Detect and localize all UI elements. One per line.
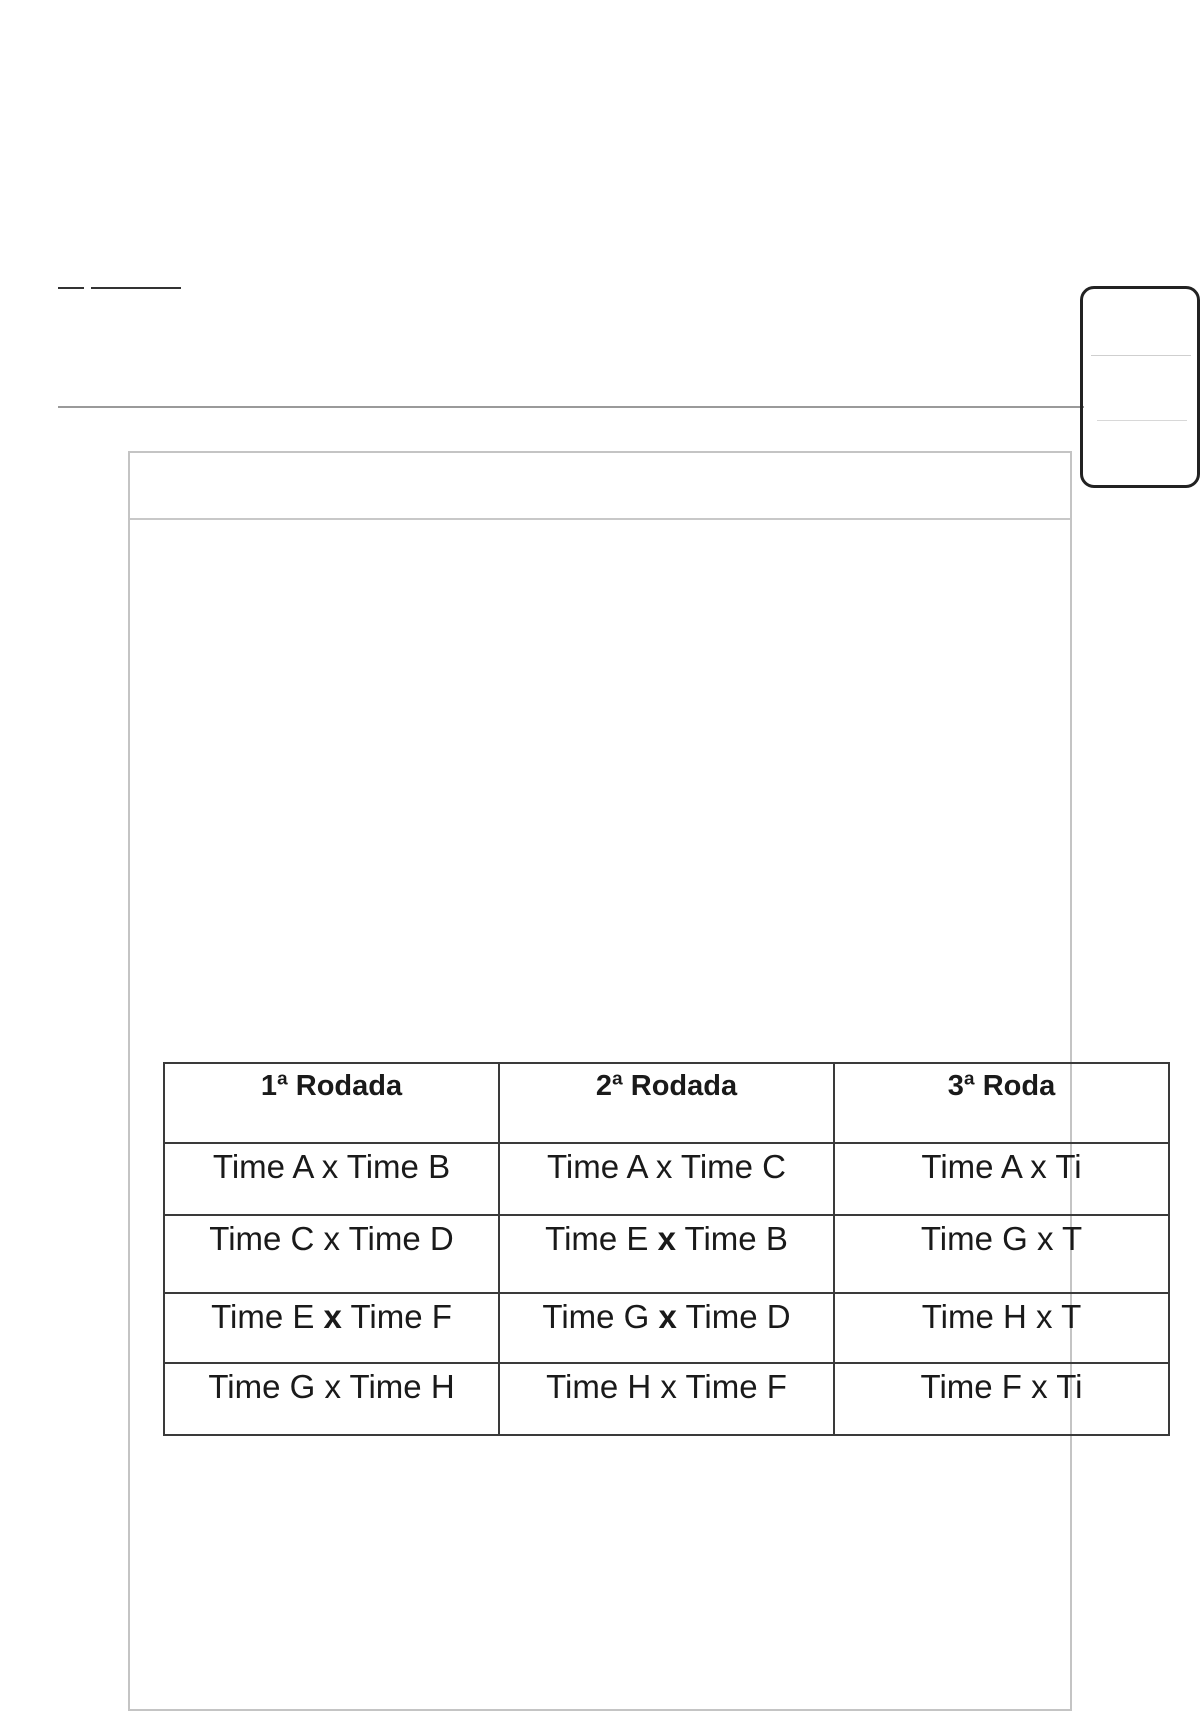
home-team: Time A xyxy=(546,1148,647,1185)
card-header xyxy=(130,453,1070,520)
away-team: Time D xyxy=(685,1298,791,1335)
match-cell xyxy=(164,1143,499,1215)
versus-mark: x xyxy=(1030,1148,1047,1185)
side-panel-divider xyxy=(1097,420,1187,421)
home-team: Time G xyxy=(208,1368,316,1405)
versus-mark: x xyxy=(657,1220,676,1257)
home-team: Time G xyxy=(542,1298,650,1335)
match-cell xyxy=(499,1215,834,1293)
versus-mark: x xyxy=(321,1148,339,1185)
versus-mark: x xyxy=(1036,1298,1053,1335)
versus-mark: x xyxy=(658,1298,677,1335)
table-row xyxy=(164,1143,1169,1215)
home-team: Time C xyxy=(209,1220,315,1257)
match-cell xyxy=(164,1215,499,1293)
versus-mark: x xyxy=(323,1220,341,1257)
home-team: Time A xyxy=(212,1148,313,1185)
table-row xyxy=(164,1215,1169,1293)
away-team: Time B xyxy=(684,1220,788,1257)
away-team: Ti xyxy=(1055,1148,1082,1185)
rounds-table-wrapper xyxy=(163,1062,1083,1442)
table-header-cell: 2ª Rodada xyxy=(499,1063,834,1143)
match-cell xyxy=(164,1363,499,1435)
match-cell xyxy=(499,1293,834,1363)
away-team: T xyxy=(1062,1220,1083,1257)
versus-mark: x xyxy=(324,1368,341,1405)
match-cell xyxy=(499,1143,834,1215)
away-team: T xyxy=(1061,1298,1082,1335)
content-card xyxy=(128,451,1083,1711)
home-team: Time A xyxy=(921,1148,1022,1185)
table-header-row xyxy=(164,1063,1169,1143)
match-cell xyxy=(164,1293,499,1363)
side-panel-divider xyxy=(1091,355,1191,356)
versus-mark: x xyxy=(660,1368,677,1405)
top-nav-underline-long[interactable] xyxy=(91,287,181,289)
versus-mark: x xyxy=(323,1298,342,1335)
home-team: Time G xyxy=(920,1220,1028,1257)
versus-mark: x xyxy=(1036,1220,1054,1257)
home-team: Time H xyxy=(546,1368,652,1405)
side-panel[interactable] xyxy=(1080,286,1200,488)
match-cell xyxy=(834,1293,1169,1363)
match-cell xyxy=(499,1363,834,1435)
away-team: Time H xyxy=(349,1368,455,1405)
home-team: Time E xyxy=(211,1298,315,1335)
match-cell xyxy=(834,1215,1169,1293)
table-header-cell: 1ª Rodada xyxy=(164,1063,499,1143)
versus-mark: x xyxy=(655,1148,673,1185)
versus-mark: x xyxy=(1031,1368,1048,1405)
home-team: Time H xyxy=(921,1298,1027,1335)
match-cell xyxy=(834,1143,1169,1215)
table-row xyxy=(164,1363,1169,1435)
match-cell xyxy=(834,1363,1169,1435)
home-team: Time F xyxy=(920,1368,1022,1405)
away-team: Time D xyxy=(348,1220,454,1257)
home-team: Time E xyxy=(545,1220,649,1257)
rounds-table xyxy=(163,1062,1170,1436)
header-divider xyxy=(58,406,1084,408)
away-team: Time F xyxy=(685,1368,787,1405)
top-nav-underline-short[interactable] xyxy=(58,287,84,289)
away-team: Time C xyxy=(680,1148,786,1185)
away-team: Time F xyxy=(350,1298,452,1335)
away-team: Ti xyxy=(1056,1368,1083,1405)
table-header-cell: 3ª Roda xyxy=(834,1063,1169,1143)
away-team: Time B xyxy=(346,1148,451,1185)
table-row xyxy=(164,1293,1169,1363)
